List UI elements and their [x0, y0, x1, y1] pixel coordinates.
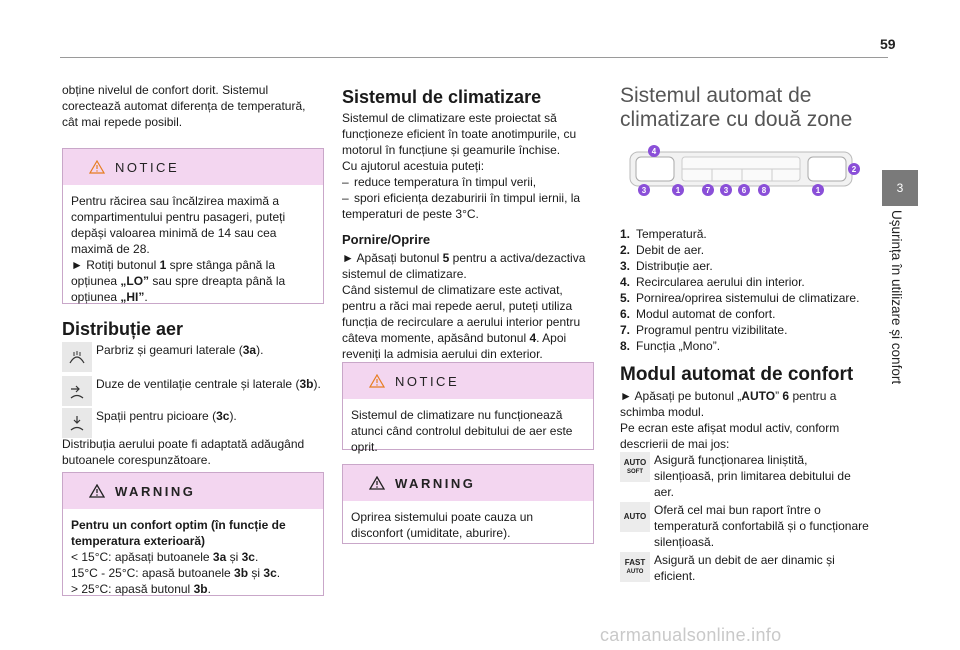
warning-lead: Pentru un confort optim (în funcție de temperatura exterioară): [71, 518, 286, 548]
control-list-item: 2. Debit de aer.: [620, 243, 705, 257]
control-list-item: 7. Programul pentru vizibilitate.: [620, 323, 788, 337]
comfort-mode-item: AUTO Oferă cel mai bun raport între o temperatură confortabilă și o funcționare silențioasă.: [620, 502, 870, 550]
panel-label: 1: [815, 186, 821, 195]
control-list-item: 1. Temperatură.: [620, 227, 707, 241]
central-vents-icon: [62, 376, 92, 406]
top-rule: [60, 57, 888, 58]
comfort-body: ► Apăsați pe butonul „AUTO” 6 pentru a schimba modul. Pe ecran este afișat modul activ, conform descrierii de mai jos:: [620, 389, 840, 451]
caution-icon: [369, 374, 385, 388]
panel-label: 4: [651, 147, 657, 156]
panel-label: 8: [761, 186, 767, 195]
warning-line-1: < 15°C: apăsați butoanele 3a și 3c.: [71, 550, 259, 564]
warning-header-2: [343, 465, 593, 501]
control-list-item: 3. Distribuție aer.: [620, 259, 713, 273]
onoff-heading: Pornire/Oprire: [342, 232, 431, 247]
chapter-title: Ușurința în utilizare și confort: [889, 210, 904, 385]
distrib-item-3b: Duze de ventilație centrale și laterale (3b).: [62, 376, 324, 406]
distrib-item-3a: Parbriz și geamuri laterale (3a).: [62, 342, 324, 372]
onoff-body: ► Apăsați butonul 5 pentru a activa/dezactiva sistemul de climatizare. Când sistemul de climatizare este activat, pentru a răci mai repede aerul, puteți utiliza funcția de recirculare a aerului interior pentru câteva momente, apăsând butonul 4. Apoi reveniți la admisia aerului din exterior.: [342, 251, 586, 361]
auto-mode-icon: FAST AUTO: [620, 552, 650, 582]
warning-icon: [89, 484, 105, 498]
panel-label: 3: [723, 186, 729, 195]
intro-text: obține nivelul de confort dorit. Sistemul corectează automat diferența de temperatură, cât mai repede posibil.: [62, 83, 306, 129]
warning-box-1: [62, 472, 324, 596]
warning-icon: [369, 476, 385, 490]
warning-title: WARNING: [115, 483, 196, 499]
comfort-mode-item: AUTO SOFT Asigură funcționarea liniștită, silențioasă, prin limitarea debitului de aer.: [620, 452, 870, 500]
warning-header: [63, 473, 323, 509]
panel-label: 7: [705, 186, 711, 195]
warning-box-2: [342, 464, 594, 544]
panel-label: 1: [675, 186, 681, 195]
notice-box-2: [342, 362, 594, 454]
notice-title-2: NOTICE: [395, 373, 460, 389]
footwell-icon: [62, 408, 92, 438]
comfort-heading: Modul automat de confort: [620, 364, 854, 385]
chapter-number-tab[interactable]: [882, 170, 918, 206]
watermark: carmanualsonline.info: [600, 625, 782, 645]
panel-label: 2: [851, 165, 857, 174]
warning-line-3: > 25°C: apasă butonul 3b.: [71, 582, 211, 596]
climate-body: Sistemul de climatizare este proiectat să funcționeze eficient în toate anotimpurile, cu motorul în funcțiune și geamurile închise. Cu ajutorul acestuia puteți: – reduce temperatura în timpul verii, – spori eficiența dezaburirii în timpul iernii, la temperaturi de peste 3°C.: [342, 111, 581, 221]
windscreen-airflow-icon: [62, 342, 92, 372]
climate-heading: Sistemul de climatizare: [342, 87, 542, 107]
control-list: [620, 226, 870, 354]
notice-step: ► Rotiți butonul 1 spre stânga până la opțiunea „LO” sau spre dreapta până la opțiunea „HI”.: [71, 258, 286, 304]
notice-header: [63, 149, 323, 185]
chapter-number: 3: [896, 181, 904, 195]
control-list-item: 6. Modul automat de confort.: [620, 307, 776, 321]
auto-mode-icon: AUTO SOFT: [620, 452, 650, 482]
mode-list: [620, 452, 870, 586]
distribution-heading: Distribuție aer: [62, 319, 184, 339]
notice-header-2: [343, 363, 593, 399]
caution-icon: [89, 160, 105, 174]
distrib-note: Distribuția aerului poate fi adaptată adăugând butoanele corespunzătoare.: [62, 437, 305, 467]
notice-text-2: Sistemul de climatizare nu funcționează atunci când controlul debitului de aer este oprit.: [351, 408, 573, 454]
notice-box-1: [62, 148, 324, 304]
comfort-mode-item: FAST AUTO Asigură un debit de aer dinamic și eficient.: [620, 552, 870, 584]
dual-zone-heading: Sistemul automat de climatizare cu două zone: [620, 84, 853, 131]
page-number: 59: [880, 36, 896, 52]
notice-title: NOTICE: [115, 159, 180, 175]
panel-label: 3: [641, 186, 647, 195]
warning-line-2: 15°C - 25°C: apasă butoanele 3b și 3c.: [71, 566, 281, 580]
auto-mode-icon: AUTO: [620, 502, 650, 532]
warning-title-2: WARNING: [395, 475, 476, 491]
control-list-item: 5. Pornirea/oprirea sistemului de climatizare.: [620, 291, 860, 305]
notice-text: Pentru răcirea sau încălzirea maximă a compartimentului pentru pasageri, puteți depăși valoarea minimă de 14 sau cea maximă de 28.: [71, 194, 286, 256]
climate-control-panel-diagram: [622, 140, 868, 210]
warning-text-2: Oprirea sistemului poate cauza un disconfort (umiditate, aburire).: [351, 510, 534, 540]
control-list-item: 8. Funcția „Mono”.: [620, 339, 721, 353]
panel-label: 6: [741, 186, 747, 195]
control-list-item: 4. Recircularea aerului din interior.: [620, 275, 805, 289]
distrib-item-3c: Spații pentru picioare (3c).: [62, 408, 324, 438]
